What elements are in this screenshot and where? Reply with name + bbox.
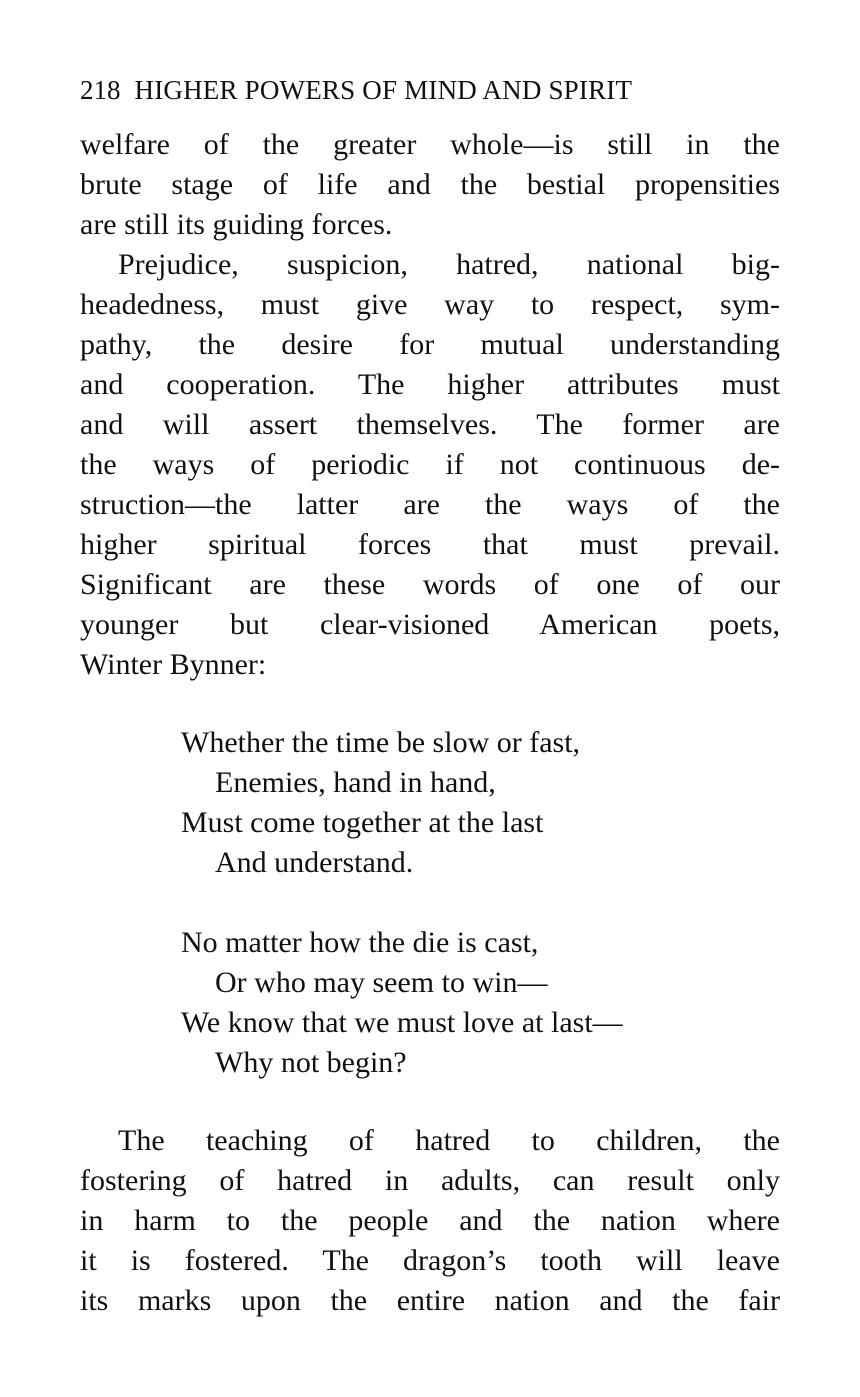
text-line: its marks upon the entire nation and the fair — [80, 1284, 780, 1317]
text-line: and will assert themselves. The former are — [80, 408, 780, 441]
text-line: younger but clear-visioned American poets, — [80, 608, 780, 641]
text-line: higher spiritual forces that must prevail. — [80, 528, 780, 561]
text-line: fostering of hatred in adults, can result only — [80, 1164, 780, 1197]
text-line: Significant are these words of one of our — [80, 568, 780, 601]
text-line: and cooperation. The higher attributes must — [80, 368, 780, 401]
text-line: brute stage of life and the bestial propensities — [80, 168, 780, 201]
text-line: it is fostered. The dragon’s tooth will leave — [80, 1244, 780, 1277]
text-line: headedness, must give way to respect, sym- — [80, 288, 780, 321]
text-line: in harm to the people and the nation where — [80, 1204, 780, 1237]
text-line: The teaching of hatred to children, the — [118, 1124, 780, 1157]
verse-line: Or who may seem to win— — [215, 966, 548, 999]
verse-line: Enemies, hand in hand, — [215, 766, 496, 799]
verse-line: Whether the time be slow or fast, — [181, 726, 581, 759]
text-line: Prejudice, suspicion, hatred, national big- — [118, 248, 780, 281]
running-header — [80, 73, 780, 107]
text-line: welfare of the greater whole—is still in the — [80, 128, 780, 161]
verse-line: No matter how the die is cast, — [181, 926, 539, 959]
text-line: are still its guiding forces. — [80, 208, 393, 241]
text-line: struction—the latter are the ways of the — [80, 488, 780, 521]
text-line: pathy, the desire for mutual understanding — [80, 328, 780, 361]
verse-line: And understand. — [215, 846, 414, 879]
verse-line: Must come together at the last — [181, 806, 544, 839]
verse-line: We know that we must love at last— — [181, 1006, 623, 1039]
text-line: the ways of periodic if not continuous de- — [80, 448, 780, 481]
running-title: HIGHER POWERS OF MIND AND SPIRIT — [134, 75, 633, 105]
verse-line: Why not begin? — [215, 1046, 407, 1079]
text-line: Winter Bynner: — [80, 648, 267, 681]
page-number: 218 — [80, 75, 121, 105]
